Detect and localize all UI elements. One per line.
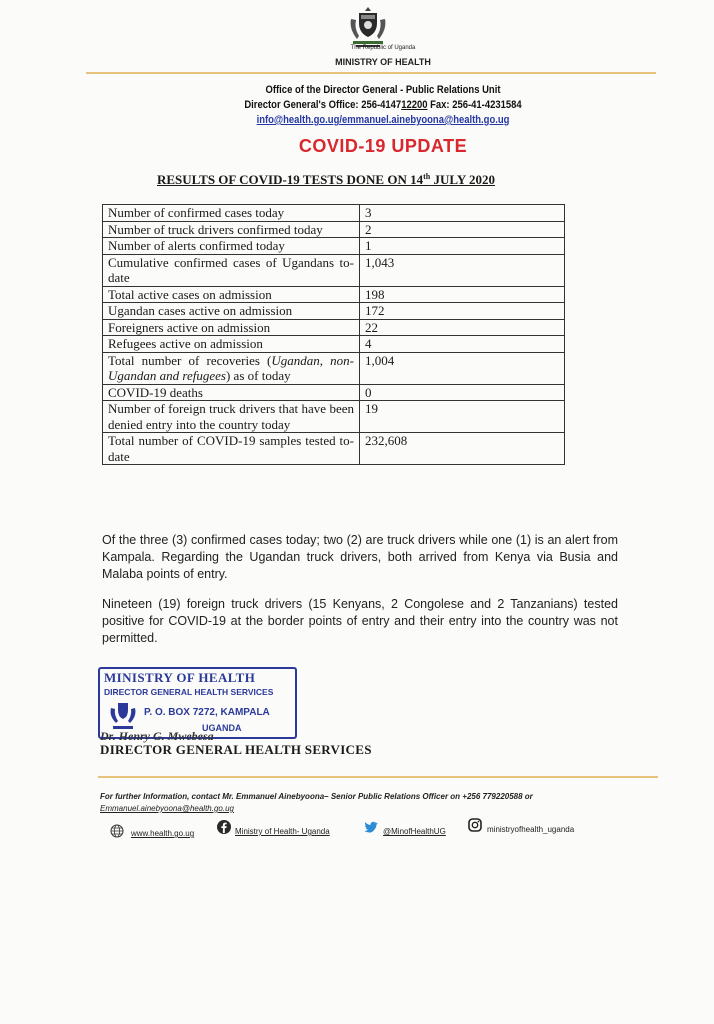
summary-paragraph-1: Of the three (3) confirmed cases today; two (2) are truck drivers while one (1) is an alert from Kampala. Regarding the Ugandan truck drivers, both arrived from Kenya via Busia and Malaba points of entry. (102, 533, 618, 581)
table-row (103, 254, 565, 286)
signatory-name: Dr. Henry G. Mwebesa (100, 729, 214, 743)
stamp-line-country: UGANDA (202, 723, 242, 733)
row-label: Number of alerts confirmed today (103, 238, 360, 255)
row-value: 1,043 (360, 254, 565, 286)
results-table (102, 204, 565, 465)
row-value: 4 (360, 336, 565, 353)
table-row (103, 286, 565, 303)
office-line: Office of the Director General - Public Relations Unit (265, 84, 501, 96)
footer-divider (98, 776, 658, 778)
row-label: Total number of COVID-19 samples tested to-date (103, 433, 360, 465)
table-row (103, 303, 565, 320)
table-row (103, 401, 565, 433)
row-value: 22 (360, 319, 565, 336)
twitter-link[interactable]: @MinofHealthUG (383, 827, 446, 836)
covid-update-title: COVID-19 UPDATE (298, 136, 468, 156)
instagram-handle[interactable]: ministryofhealth_uganda (487, 825, 575, 834)
row-label: Cumulative confirmed cases of Ugandans to-date (103, 254, 360, 286)
stamp-line-ministry: MINISTRY OF HEALTH (104, 670, 256, 685)
table-row (103, 319, 565, 336)
row-label: Number of confirmed cases today (103, 205, 360, 222)
table-row (103, 205, 565, 222)
row-label: Number of truck drivers confirmed today (103, 221, 360, 238)
row-label: COVID-19 deaths (103, 384, 360, 401)
row-value: 0 (360, 384, 565, 401)
row-value: 2 (360, 221, 565, 238)
stamp-emblem-icon (108, 699, 138, 731)
row-value: 1 (360, 238, 565, 255)
row-value: 232,608 (360, 433, 565, 465)
table-row (103, 221, 565, 238)
row-label: Number of foreign truck drivers that have been denied entry into the country today (103, 401, 360, 433)
republic-label: The Republic of Uganda (350, 45, 416, 51)
row-label: Foreigners active on admission (103, 319, 360, 336)
table-row (103, 238, 565, 255)
row-value: 172 (360, 303, 565, 320)
dg-office-line: Director General's Office: 256-414712200 Fax: 256-41-4231584 (244, 99, 522, 111)
signatory-title: DIRECTOR GENERAL HEALTH SERVICES (100, 742, 372, 757)
header-divider (86, 72, 656, 74)
globe-icon (110, 824, 124, 838)
row-value: 19 (360, 401, 565, 433)
table-row (103, 384, 565, 401)
table-row (103, 352, 565, 384)
facebook-link[interactable]: Ministry of Health- Uganda (235, 827, 330, 836)
table-row (103, 433, 565, 465)
row-label: Total number of recoveries (Ugandan, non-Ugandan and refugees) as of today (103, 352, 360, 384)
contact-info: For further Information, contact Mr. Emmanuel Ainebyoona– Senior Public Relations Officer on +256 779220588 or (100, 792, 533, 801)
contact-emails-link[interactable]: info@health.go.ug/emmanuel.ainebyoona@health.go.ug (256, 114, 510, 126)
summary-paragraph-2: Nineteen (19) foreign truck drivers (15 Kenyans, 2 Congolese and 2 Tanzanians) tested positive for COVID-19 at the border points of entry and their entry into the country was not permitted. (102, 597, 618, 645)
stamp-line-dg: DIRECTOR GENERAL HEALTH SERVICES (104, 687, 274, 697)
facebook-icon (217, 820, 231, 834)
row-value: 3 (360, 205, 565, 222)
ministry-label: MINISTRY OF HEALTH (335, 57, 431, 67)
row-label: Ugandan cases active on admission (103, 303, 360, 320)
row-label: Total active cases on admission (103, 286, 360, 303)
results-heading: RESULTS OF COVID-19 TESTS DONE ON 14th JULY 2020 (157, 172, 495, 187)
table-row (103, 336, 565, 353)
instagram-icon (468, 818, 482, 832)
stamp-line-address: P. O. BOX 7272, KAMPALA (144, 707, 270, 718)
row-value: 1,004 (360, 352, 565, 384)
contact-email-link[interactable]: Emmanuel.ainebyoona@health.go.ug (100, 804, 234, 813)
website-link[interactable]: www.health.go.ug (131, 829, 195, 838)
row-label: Refugees active on admission (103, 336, 360, 353)
twitter-icon (364, 820, 378, 834)
coat-of-arms-icon (347, 5, 389, 49)
row-value: 198 (360, 286, 565, 303)
